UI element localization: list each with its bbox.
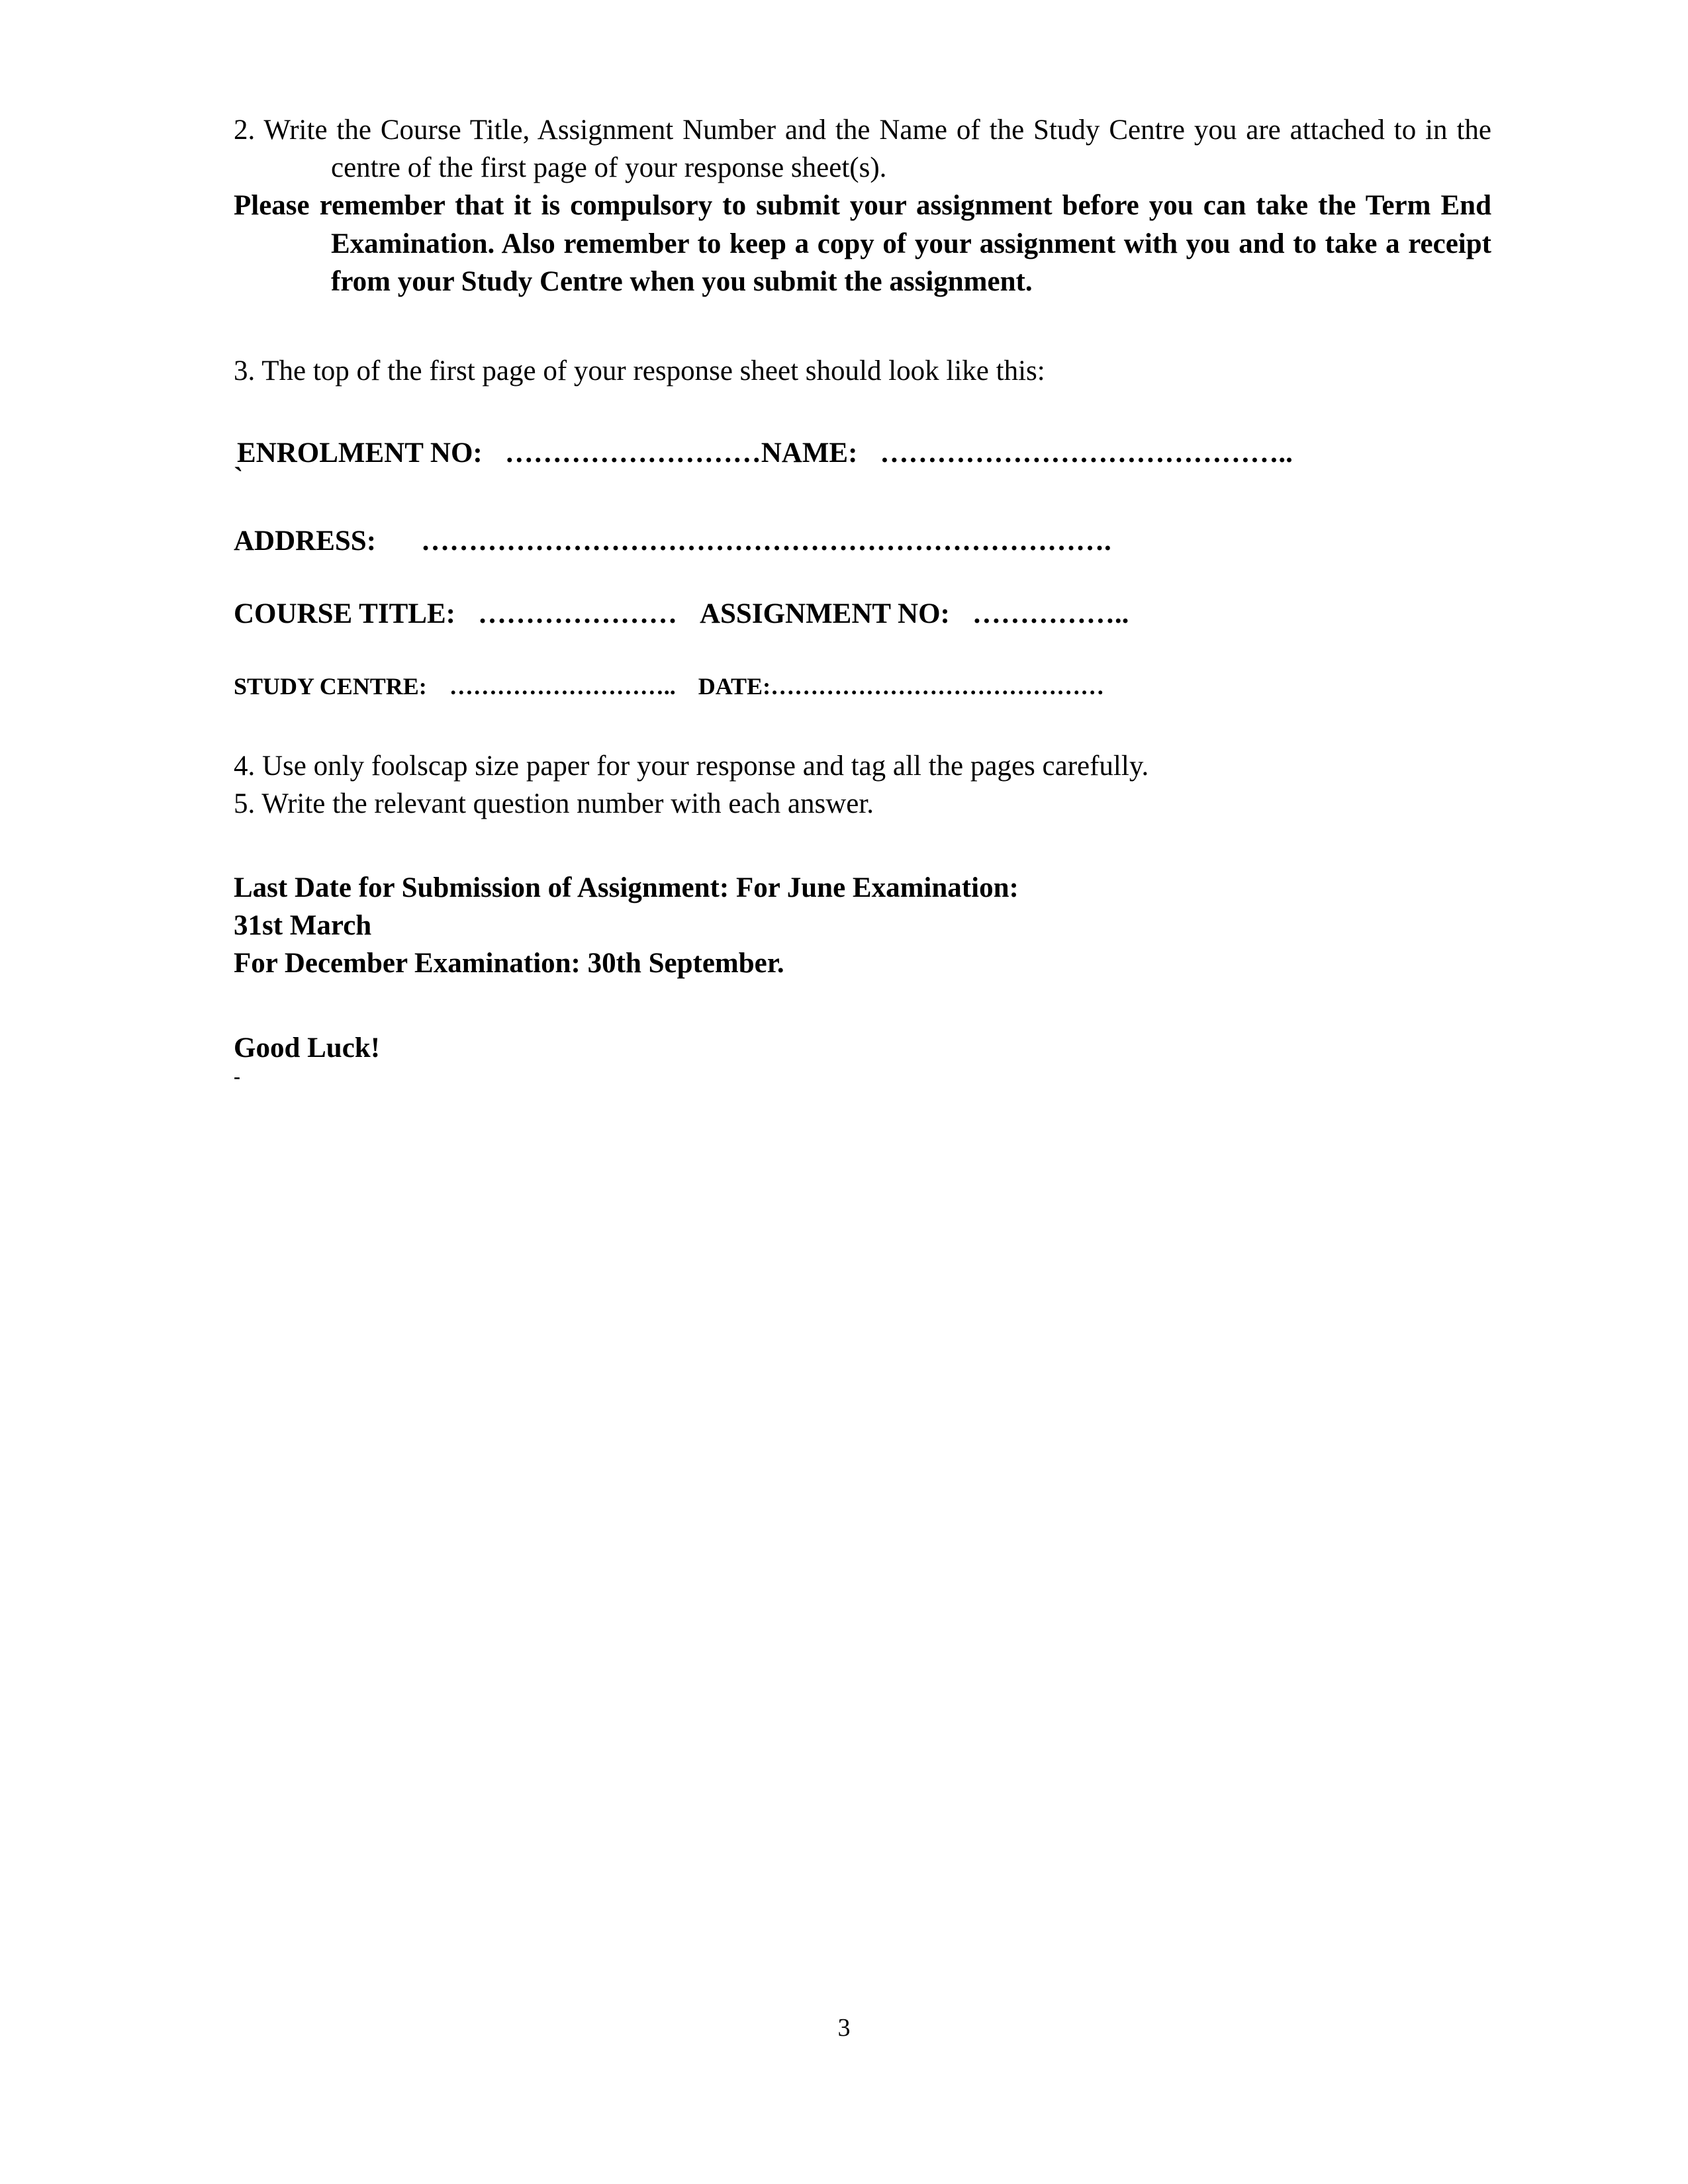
enrolment-no-blank: ……………………… [504, 437, 761, 469]
good-luck-message: Good Luck! [234, 1032, 381, 1064]
instruction-item-3-number: 3. [234, 355, 256, 387]
page-number: 3 [837, 2014, 851, 2042]
spacer [234, 823, 1491, 869]
name-blank: …………………………………….. [880, 437, 1293, 469]
form-row-course-title-assignment-no [234, 597, 1491, 631]
compulsory-submission-note: Please remember that it is compulsory to submit your assignment before you can take the Term End Examination. Also remember to keep a copy of your assignment with you and to take a receipt from your Study Centre when you submit the assignment. [234, 190, 1491, 297]
study-centre-label: STUDY CENTRE: [234, 672, 427, 700]
page-content [234, 111, 1491, 1087]
instruction-item-3-text: The top of the first page of your response sheet should look like this: [261, 355, 1045, 387]
study-centre-blank: ……………………….. [449, 672, 676, 700]
form-row-enrolment-name [234, 436, 1491, 471]
instruction-item-3 [234, 352, 1491, 390]
submission-date-line-1: Last Date for Submission of Assignment: For June Examination: [234, 872, 1019, 904]
spacer [234, 559, 1491, 597]
instruction-item-2-text: Write the Course Title, Assignment Number and the Name of the Study Centre you are attached to in the centre of the first page of your response sheet(s). [263, 114, 1491, 184]
date-blank: …………………………………… [771, 672, 1105, 700]
specimen-response-sheet-header [234, 436, 1491, 701]
spacer [234, 983, 1491, 1029]
instruction-item-2 [234, 111, 1491, 187]
spacer [234, 631, 1491, 672]
assignment-no-blank: …………….. [972, 598, 1129, 629]
address-label: ADDRESS: [234, 525, 377, 557]
stray-backtick-artifact: ` [234, 462, 244, 494]
assignment-no-label: ASSIGNMENT NO: [699, 598, 950, 629]
date-label: DATE: [698, 672, 771, 700]
spacer [234, 701, 1491, 747]
enrolment-no-label: ENROLMENT NO: [237, 437, 483, 469]
submission-date-line-3: For December Examination: 30th September. [234, 948, 784, 979]
form-row-study-centre-date [234, 672, 1491, 701]
course-title-blank: ………………… [477, 598, 677, 629]
address-blank: ………………………………………………………………. [421, 525, 1111, 557]
name-label: NAME: [761, 437, 858, 469]
instruction-item-5: 5. Write the relevant question number with each answer. [234, 788, 874, 819]
form-row-address [234, 524, 1491, 559]
spacer [234, 486, 1491, 524]
spacer [234, 300, 1491, 352]
instruction-item-2-number: 2. [234, 114, 256, 146]
submission-date-line-2: 31st March [234, 910, 372, 942]
course-title-label: COURSE TITLE: [234, 598, 455, 629]
instruction-item-4: 4. Use only foolscap size paper for your response and tag all the pages carefully. [234, 750, 1149, 782]
spacer [234, 390, 1491, 436]
trailing-dash-artifact: - [234, 1065, 240, 1087]
